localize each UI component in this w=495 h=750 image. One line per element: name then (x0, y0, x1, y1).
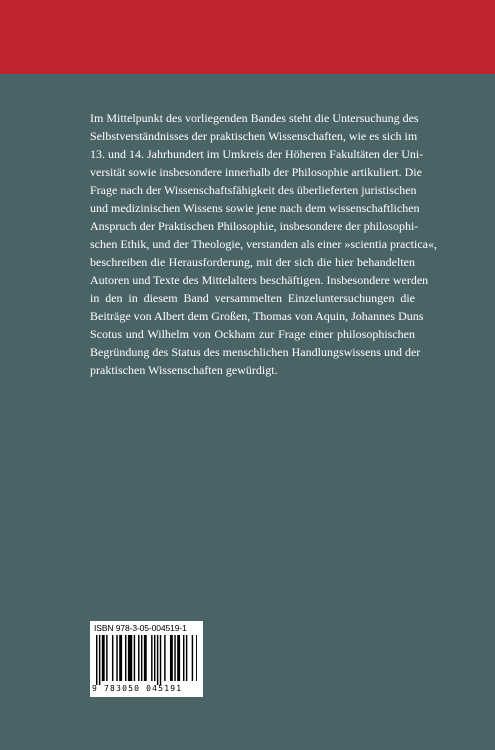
blurb-line: schen Ethik, und der Theologie, verstanden als einer »scientia practica«, (90, 237, 437, 251)
blurb-line: Beiträge von Albert dem Großen, Thomas von Aquin, Johannes Duns (90, 309, 424, 323)
blurb-line: Frage nach der Wissenschaftsfähigkeit des überlieferten juristischen (90, 183, 417, 197)
blurb-line: Scotus und Wilhelm von Ockham zur Frage einer philosophischen (90, 327, 415, 341)
isbn-label: ISBN 978-3-05-004519-1 (94, 623, 187, 633)
isbn-barcode (90, 621, 203, 697)
blurb-line: Anspruch der Praktischen Philosophie, insbesondere der philosophi- (90, 219, 419, 233)
blurb-line: Selbstverständnisses der praktischen Wissenschaften, wie es sich im (90, 129, 418, 143)
blurb-line: 13. und 14. Jahrhundert im Umkreis der Höheren Fakultäten der Uni- (90, 147, 424, 161)
blurb-line: Im Mittelpunkt des vorliegenden Bandes steht die Untersuchung des (90, 111, 419, 125)
blurb-line: beschreiben die Herausforderung, mit der sich die hier behandelten (90, 255, 415, 269)
blurb-line: Begründung des Status des menschlichen Handlungswissens und der (90, 345, 421, 359)
blurb-line: und medizinischen Wissens sowie jene nach dem wissenschaftlichen (90, 201, 420, 215)
top-color-band (0, 0, 495, 74)
barcode-bars (96, 635, 197, 685)
blurb-line: in den in diesem Band versammelten Einzeluntersuchungen die (90, 291, 415, 305)
barcode-digits: 9 783050 045191 (92, 684, 183, 693)
back-cover-blurb (90, 109, 437, 379)
blurb-line: praktischen Wissenschaften gewürdigt. (90, 363, 278, 377)
blurb-line: versität sowie insbesondere innerhalb der Philosophie artikuliert. Die (90, 165, 422, 179)
blurb-line: Autoren und Texte des Mittelalters beschäftigen. Insbesondere werden (90, 273, 429, 287)
